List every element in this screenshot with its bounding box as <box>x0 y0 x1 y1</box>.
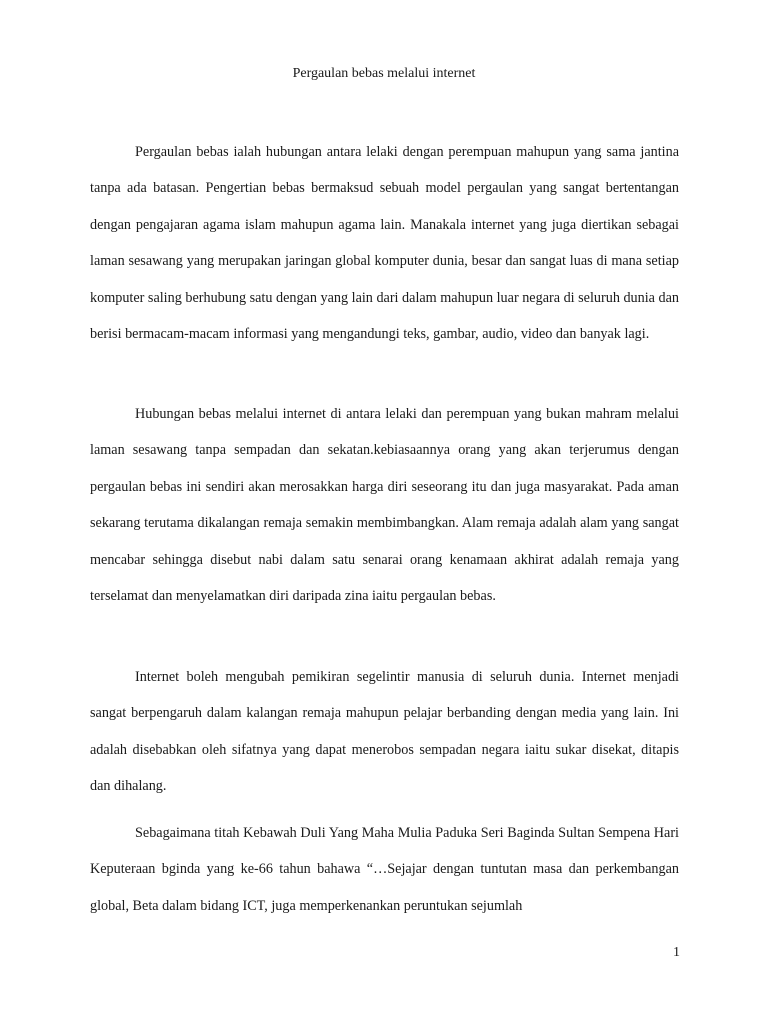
page-number: 1 <box>673 945 680 960</box>
paragraph-2: Hubungan bebas melalui internet di antara lelaki dan perempuan yang bukan mahram melalui laman sesawang tanpa sempadan dan sekatan.kebiasaannya orang yang akan terjerumus dengan pergaulan bebas ini sendiri akan merosakkan harga diri seseorang itu dan juga masyarakat. Pada aman sekarang terutama dikalangan remaja semakin membimbangkan. Alam remaja adalah alam yang sangat mencabar sehingga disebut nabi dalam satu senarai orang kenamaan akhirat adalah remaja yang terselamat dan menyelamatkan diri daripada zina iaitu pergaulan bebas. <box>90 406 679 605</box>
paragraph-3: Internet boleh mengubah pemikiran segelintir manusia di seluruh dunia. Internet menjadi sangat berpengaruh dalam kalangan remaja mahupun pelajar berbanding dengan media yang lain. Ini adalah disebabkan oleh sifatnya yang dapat menerobos sempadan negara iaitu sukar disekat, ditapis dan dihalang. <box>90 669 679 795</box>
paragraph-1: Pergaulan bebas ialah hubungan antara lelaki dengan perempuan mahupun yang sama jantina tanpa ada batasan. Pengertian bebas bermaksud sebuah model pergaulan yang sangat bertentangan dengan pengajaran agama islam mahupun agama lain. Manakala internet yang juga diertikan sebagai laman sesawang yang merupakan jaringan global komputer dunia, besar dan sangat luas di mana setiap komputer saling berhubung satu dengan yang lain dari dalam mahupun luar negara di seluruh dunia dan berisi bermacam-macam informasi yang mengandungi teks, gambar, audio, video dan banyak lagi. <box>90 144 680 343</box>
paragraph-4: Sebagaimana titah Kebawah Duli Yang Maha Mulia Paduka Seri Baginda Sultan Sempena Hari Keputeraan bginda yang ke-66 tahun bahawa “…Sejajar dengan tuntutan masa dan perkembangan global, Beta dalam bidang ICT, juga memperkenankan peruntukan sejumlah <box>90 825 679 914</box>
document-title: Pergaulan bebas melalui internet <box>292 66 476 81</box>
